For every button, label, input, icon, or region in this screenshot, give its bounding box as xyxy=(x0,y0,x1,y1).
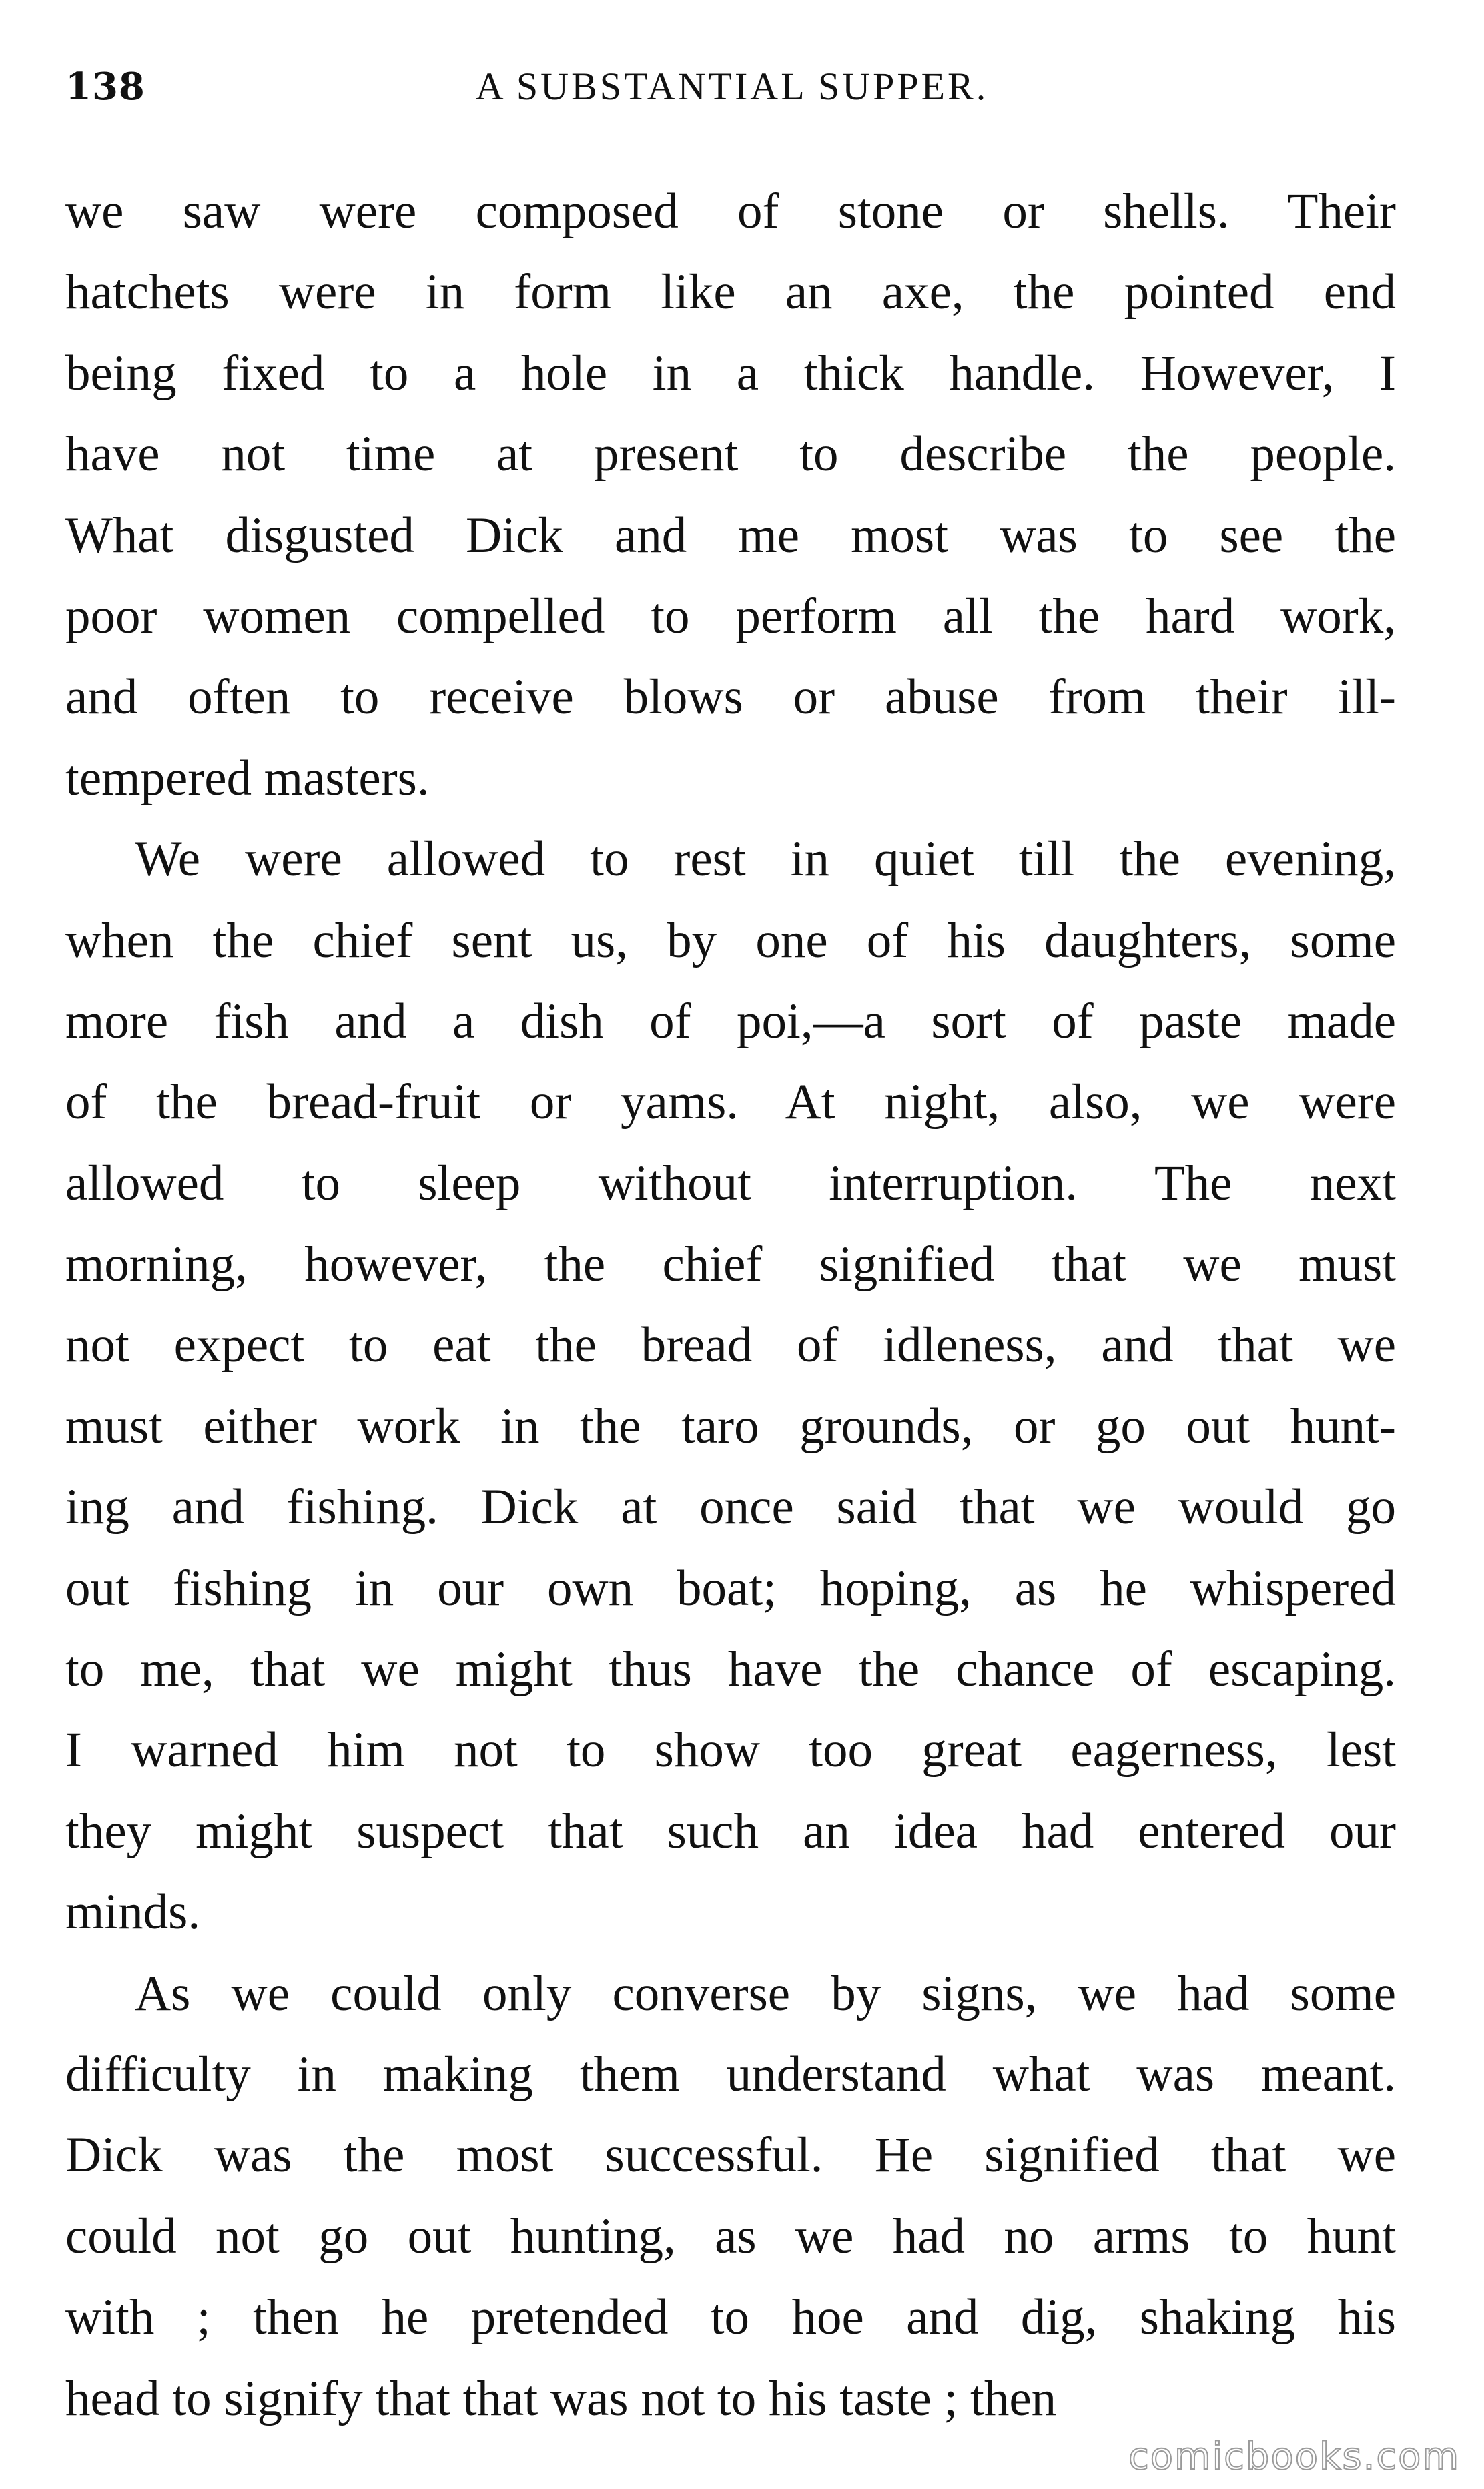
paragraph xyxy=(65,171,1396,819)
watermark: comicbooks.com xyxy=(1128,2435,1460,2478)
text-line: not expect to eat the bread of idleness, and that we xyxy=(65,1317,1396,1373)
text-line: ing and fishing. Dick at once said that we would go xyxy=(65,1479,1396,1535)
text-line: when the chief sent us, by one of his daughters, some xyxy=(65,912,1396,968)
text-line: must either work in the taro grounds, or go out hunt- xyxy=(65,1398,1396,1454)
running-head: A SUBSTANTIAL SUPPER. xyxy=(475,65,989,108)
page-number: 138 xyxy=(65,65,145,109)
text-line: tempered masters. xyxy=(65,750,430,806)
text-line: difficulty in making them understand what was meant. xyxy=(65,2046,1396,2102)
text-line: poor women compelled to perform all the hard work, xyxy=(65,588,1396,644)
text-line: I warned him not to show too great eagerness, lest xyxy=(65,1722,1396,1778)
text-line: As we could only converse by signs, we had some xyxy=(135,1965,1396,2021)
paragraph xyxy=(65,819,1396,1952)
text-line: we saw were composed of stone or shells. Their xyxy=(65,184,1396,239)
text-line: allowed to sleep without interruption. The next xyxy=(65,1155,1396,1211)
text-line: We were allowed to rest in quiet till the evening, xyxy=(135,831,1396,887)
text-line: have not time at present to describe the people. xyxy=(65,426,1396,482)
text-line: to me, that we might thus have the chance of escaping. xyxy=(65,1642,1396,1698)
text-line: could not go out hunting, as we had no arms to hunt xyxy=(65,2208,1396,2264)
text-line: out fishing in our own boat; hoping, as he whispered xyxy=(65,1560,1396,1616)
text-line: head to signify that that was not to his taste ; then xyxy=(65,2370,1057,2426)
text-line: Dick was the most successful. He signified that we xyxy=(65,2127,1396,2183)
text-line: hatchets were in form like an axe, the pointed end xyxy=(65,264,1396,320)
paragraph xyxy=(65,1953,1396,2439)
text-line: they might suspect that such an idea had entered our xyxy=(65,1803,1396,1859)
text-line: What disgusted Dick and me most was to see the xyxy=(65,507,1396,563)
text-line: and often to receive blows or abuse from their ill- xyxy=(65,669,1396,725)
text-line: with ; then he pretended to hoe and dig, shaking his xyxy=(65,2289,1396,2346)
text-line: minds. xyxy=(65,1884,201,1940)
text-line: more fish and a dish of poi,—a sort of paste made xyxy=(65,993,1396,1049)
text-line: morning, however, the chief signified that we must xyxy=(65,1236,1396,1293)
page-header xyxy=(65,60,1399,113)
body-text xyxy=(65,171,1396,2439)
text-line: being fixed to a hole in a thick handle. However, I xyxy=(65,345,1396,401)
text-line: of the bread-fruit or yams. At night, also, we were xyxy=(65,1074,1396,1130)
